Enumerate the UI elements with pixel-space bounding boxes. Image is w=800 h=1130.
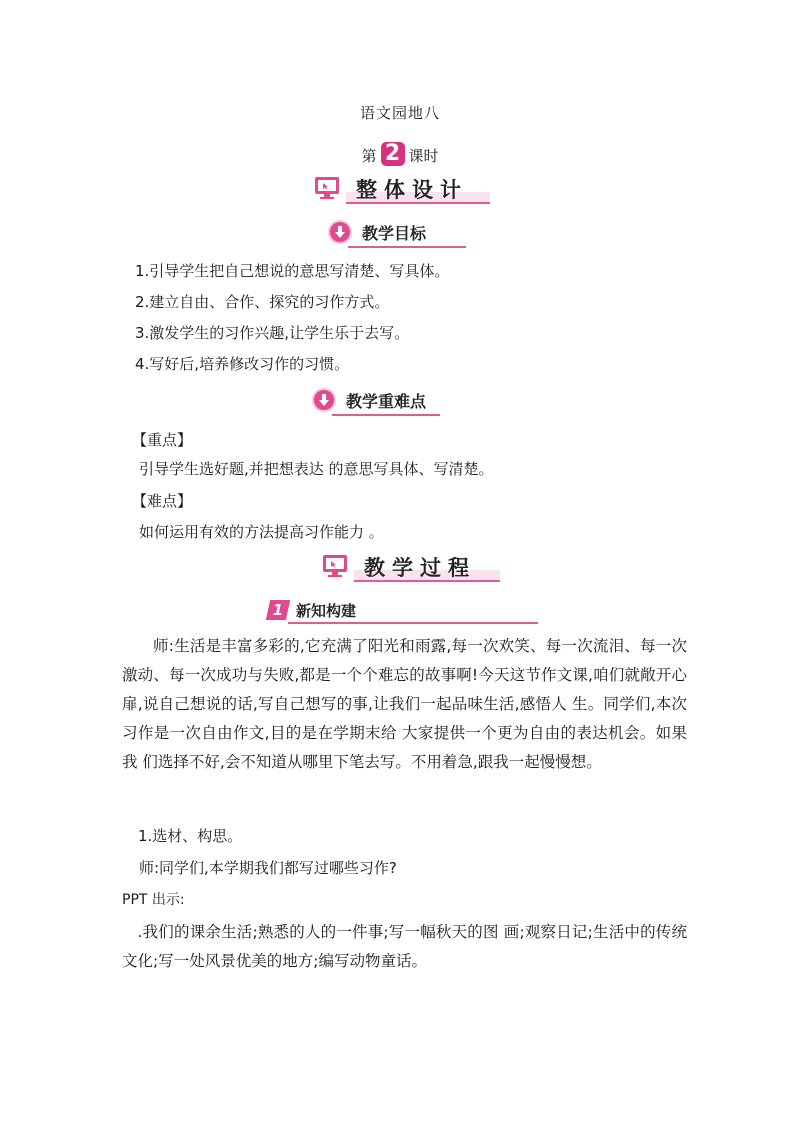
- ppt-content: .我们的课余生活;熟悉的人的一件事;写一幅秋天的图 画;观察日记;生活中的传统文化;写一处风景优美的地方;编写动物童话。: [122, 923, 687, 970]
- lesson-prefix: 第: [361, 147, 377, 165]
- page-title: 语文园地八: [359, 104, 440, 122]
- focus-text: 引导学生选好题,并把想表达 的意思写具体、写清楚。: [139, 460, 494, 478]
- overall-design-label: 整体设计: [356, 178, 468, 202]
- goal-item: 4.写好后,培养修改习作的习惯。: [135, 355, 350, 373]
- teaching-process-heading: [322, 552, 500, 582]
- lesson-suffix: 课时: [408, 147, 439, 165]
- section-number-badge: 1: [266, 600, 290, 620]
- ppt-label: PPT 出示:: [122, 892, 185, 908]
- lesson-indicator: [0, 136, 800, 166]
- down-arrow-icon: [328, 220, 352, 244]
- monitor-icon: [322, 554, 348, 578]
- focus-label: 【重点】: [132, 431, 193, 449]
- goal-item: 1.引导学生把自己想说的意思写清楚、写具体。: [135, 262, 450, 280]
- step-1: 1.选材、构思。: [138, 827, 243, 845]
- monitor-icon: [314, 176, 340, 200]
- teaching-goals-heading: [328, 220, 466, 248]
- key-points-heading: [312, 388, 440, 416]
- difficulty-text: 如何运用有效的方法提高习作能力 。: [139, 523, 384, 541]
- overall-design-heading: [314, 174, 490, 204]
- teaching-process-label: 教学过程: [364, 556, 476, 580]
- new-knowledge-label: 新知构建: [296, 602, 357, 620]
- key-points-label: 教学重难点: [346, 392, 427, 411]
- down-arrow-icon: [312, 388, 336, 412]
- goal-item: 3.激发学生的习作兴趣,让学生乐于去写。: [135, 324, 410, 342]
- lesson-number-badge: 2: [381, 142, 405, 166]
- new-knowledge-heading: [268, 598, 538, 624]
- goal-item: 2.建立自由、合作、探究的习作方式。: [135, 293, 390, 311]
- teaching-goals-label: 教学目标: [362, 224, 427, 243]
- difficulty-label: 【难点】: [132, 492, 193, 510]
- intro-paragraph: 师:生活是丰富多彩的,它充满了阳光和雨露,每一次欢笑、每一次流泪、每一次激动、每一次成功与失败,都是一个个难忘的故事啊!今天这节作文课,咱们就敞开心扉,说自己想说的话,写自己想写的事,让我们一起品味生活,感悟人 生。同学们,本次习作是一次自由作文,目的是在学期末给 大家提供一个更为自由的表达机会。如果我 们选择不好,会不知道从哪里下笔去写。不用着急,跟我一起慢慢想。: [122, 637, 687, 771]
- teacher-question: 师:同学们,本学期我们都写过哪些习作?: [139, 859, 397, 877]
